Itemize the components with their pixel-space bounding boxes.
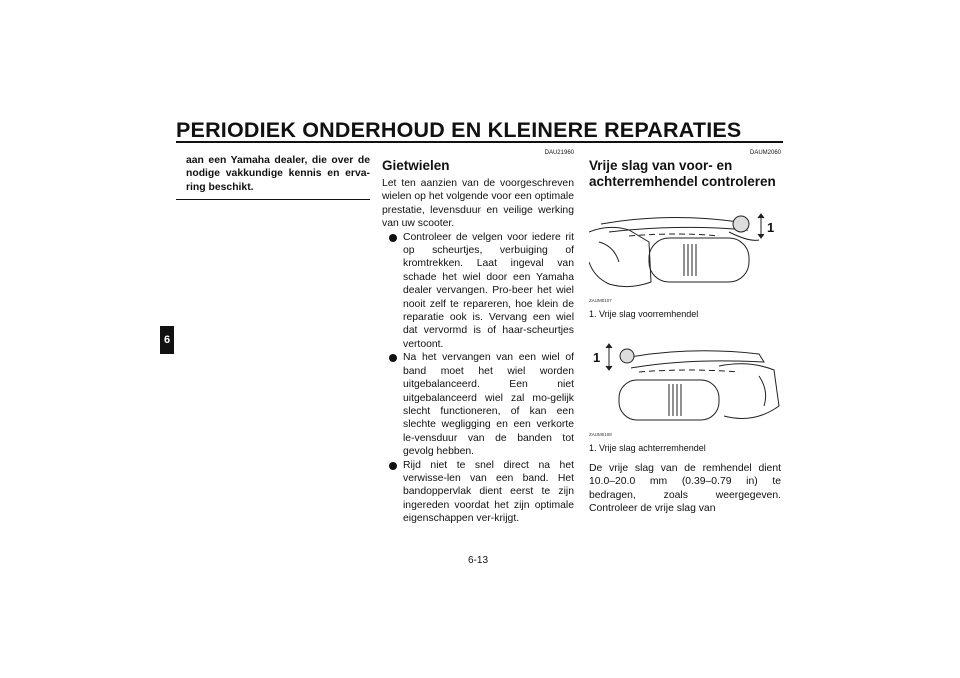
list-item: Rijd niet te snel direct na het verwisse-len van een band. Het bandoppervlak dient eerst te zijn ingereden voordat het zijn optimale eigenschappen ver-krijgt.	[382, 459, 574, 526]
front-brake-figure	[589, 202, 781, 302]
bullet-icon	[389, 462, 397, 470]
figure-caption: 1. Vrije slag achterremhendel	[589, 443, 706, 453]
callout-number: 1	[593, 350, 601, 365]
warning-text: aan een Yamaha dealer, die over de nodige vakkundige kennis en erva-ring beschikt.	[186, 155, 370, 193]
list-item: Na het vervangen van een wiel of band moet het wiel worden uitgebalanceerd. Een niet uitgebalanceerd wiel zal mo-gelijk slecht functioneren, of kan een slechte wegligging en een verkorte le-vensduur van de banden tot gevolg hebben.	[382, 351, 574, 458]
title-rule	[176, 141, 783, 143]
callout-number: 1	[767, 220, 775, 235]
figure-code: ZAUM0108	[589, 432, 612, 437]
intro-paragraph: Let ten aanzien van de voorgeschreven wielen op het volgende voor een optimale prestatie, levensduur en veilige werking van uw scooter.	[382, 178, 574, 230]
list-item: Controleer de velgen voor iedere rit op scheurtjes, verbuiging of kromtrekken. Laat ingeval van schade het wiel door een Yamaha dealer vervangen. Pro-beer het wiel nooit zelf te repareren, hoe klein de reparatie ook is. Vervang een wiel dat vervormd is of haar-scheurtjes vertoont.	[382, 231, 574, 352]
column-1	[176, 148, 370, 200]
bullet-icon	[389, 354, 397, 362]
section-heading: Gietwielen	[382, 158, 450, 173]
rear-brake-lever-illustration	[589, 336, 781, 436]
page-number: 6-13	[468, 555, 489, 566]
rear-brake-figure	[589, 336, 781, 436]
bullet-list	[382, 231, 574, 526]
section-tab: 6	[160, 326, 174, 354]
section-heading: Vrije slag van voor- en achterremhendel controleren	[589, 158, 776, 189]
section-code: DAU21960	[544, 150, 574, 156]
column-2	[382, 148, 574, 526]
front-brake-lever-illustration	[589, 202, 781, 302]
warning-rule	[176, 199, 370, 200]
section-code: DAUM2060	[749, 150, 781, 156]
column-3	[589, 148, 781, 516]
body-paragraph: De vrije slag van de remhendel dient 10.0–20.0 mm (0.39–0.79 in) te bedragen, zoals weergegeven. Controleer de vrije slag van	[589, 463, 781, 515]
figure-code: ZAUM0107	[589, 298, 612, 303]
figure-caption: 1. Vrije slag voorremhendel	[589, 309, 699, 319]
bullet-icon	[389, 234, 397, 242]
page-title: PERIODIEK ONDERHOUD EN KLEINERE REPARATIES	[176, 118, 742, 142]
